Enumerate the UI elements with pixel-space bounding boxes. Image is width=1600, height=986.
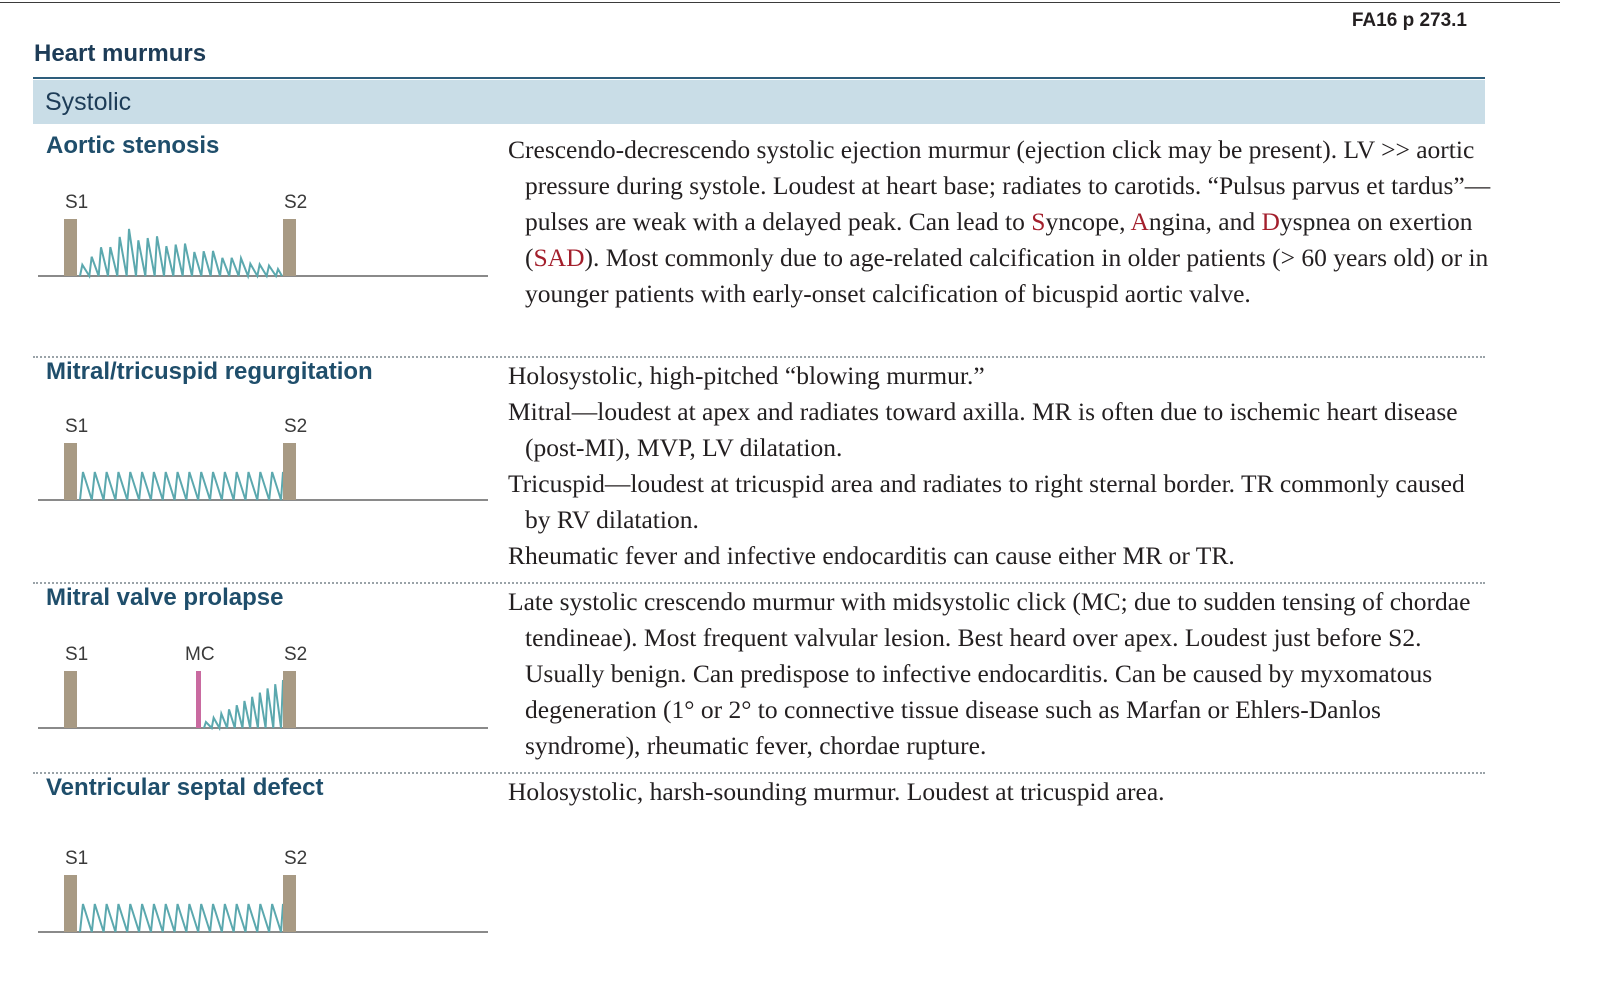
s1-label: S1 [65,416,89,437]
murmur-name: Mitral/tricuspid regurgitation [46,358,373,385]
top-rule [0,2,1560,3]
s2-label: S2 [284,848,308,869]
s2-sound-bar [283,219,296,276]
murmur-diagram [38,632,488,782]
description-text: yspnea on exertion ( [525,207,1473,272]
murmur-name: Ventricular septal defect [46,774,324,801]
description-paragraph [508,774,1493,810]
description-text: Late systolic crescendo murmur with midsystolic click (MC; due to sudden tensing of chordae tendineae). Most frequent valvular lesion. Best heard over apex. Loudest just before S2. Usually benign. Can predispose to infective endocarditis. Can be caused by myxomatous degeneration (1° or 2° to connective tissue disease such as Marfan or Ehlers-Danlos syndrome), rheumatic fever, chordae rupture. [508,587,1471,760]
murmur-waveform [80,904,287,932]
midsystolic-click-bar [196,671,201,728]
description-paragraph [508,132,1493,312]
s2-sound-bar [283,443,296,500]
s1-sound-bar [64,875,77,932]
title-rule [33,77,1485,79]
page-title: Heart murmurs [34,40,207,67]
murmur-waveform [80,472,287,500]
s2-sound-bar [283,875,296,932]
murmur-diagram [38,836,488,986]
mnemonic-highlight: SAD [533,243,585,272]
description-text: Crescendo-decrescendo systolic ejection murmur (ejection click may be present). LV >> aortic pressure during systole. Loudest at heart base; radiates to carotids. “Pulsus parvus et tardus”—pulses are weak with a delayed peak. Can lead to [508,135,1491,236]
section-band [33,80,1485,124]
s2-label: S2 [284,192,308,213]
mnemonic-highlight: D [1261,207,1280,236]
description-paragraph [508,584,1493,764]
murmur-diagram [38,404,488,554]
description-paragraph [508,538,1493,574]
mnemonic-highlight: A [1130,207,1149,236]
s1-sound-bar [64,671,77,728]
s1-sound-bar [64,443,77,500]
s1-label: S1 [65,192,89,213]
murmur-name: Mitral valve prolapse [46,584,284,611]
murmur-row-mitral-valve-prolapse [33,584,1485,774]
murmur-diagram [38,180,488,330]
murmur-waveform [80,229,282,276]
description-paragraph [508,394,1493,466]
murmur-description [508,132,1493,312]
murmur-description [508,584,1493,764]
page-reference: FA16 p 273.1 [1351,10,1467,31]
s1-label: S1 [65,644,89,665]
murmur-description [508,358,1493,574]
murmur-row-mitral-tricuspid-regurgitation [33,358,1485,576]
description-text: Mitral—loudest at apex and radiates toward axilla. MR is often due to ischemic heart disease (post-MI), MVP, LV dilatation. [508,397,1458,462]
murmur-name: Aortic stenosis [46,132,220,159]
murmur-waveform [204,680,287,728]
s2-label: S2 [284,416,308,437]
description-text: ). Most commonly due to age-related calcification in older patients (> 60 years old) or in younger patients with early-onset calcification of bicuspid aortic valve. [525,243,1489,308]
murmur-row-ventricular-septal-defect [33,774,1485,944]
section-label: Systolic [45,88,132,116]
description-text: yncope, [1045,207,1131,236]
description-text: ngina, and [1148,207,1262,236]
s2-sound-bar [283,671,296,728]
description-paragraph [508,466,1493,538]
murmur-description [508,774,1493,810]
description-text: Holosystolic, harsh-sounding murmur. Loudest at tricuspid area. [508,777,1165,806]
s1-sound-bar [64,219,77,276]
mnemonic-highlight: S [1031,207,1046,236]
murmur-row-aortic-stenosis [33,132,1491,350]
s1-label: S1 [65,848,89,869]
description-text: Holosystolic, high-pitched “blowing murmur.” [508,361,985,390]
mc-label: MC [185,644,215,665]
description-text: Tricuspid—loudest at tricuspid area and radiates to right sternal border. TR commonly caused by RV dilatation. [508,469,1465,534]
description-paragraph [508,358,1493,394]
description-text: Rheumatic fever and infective endocarditis can cause either MR or TR. [508,541,1235,570]
s2-label: S2 [284,644,308,665]
